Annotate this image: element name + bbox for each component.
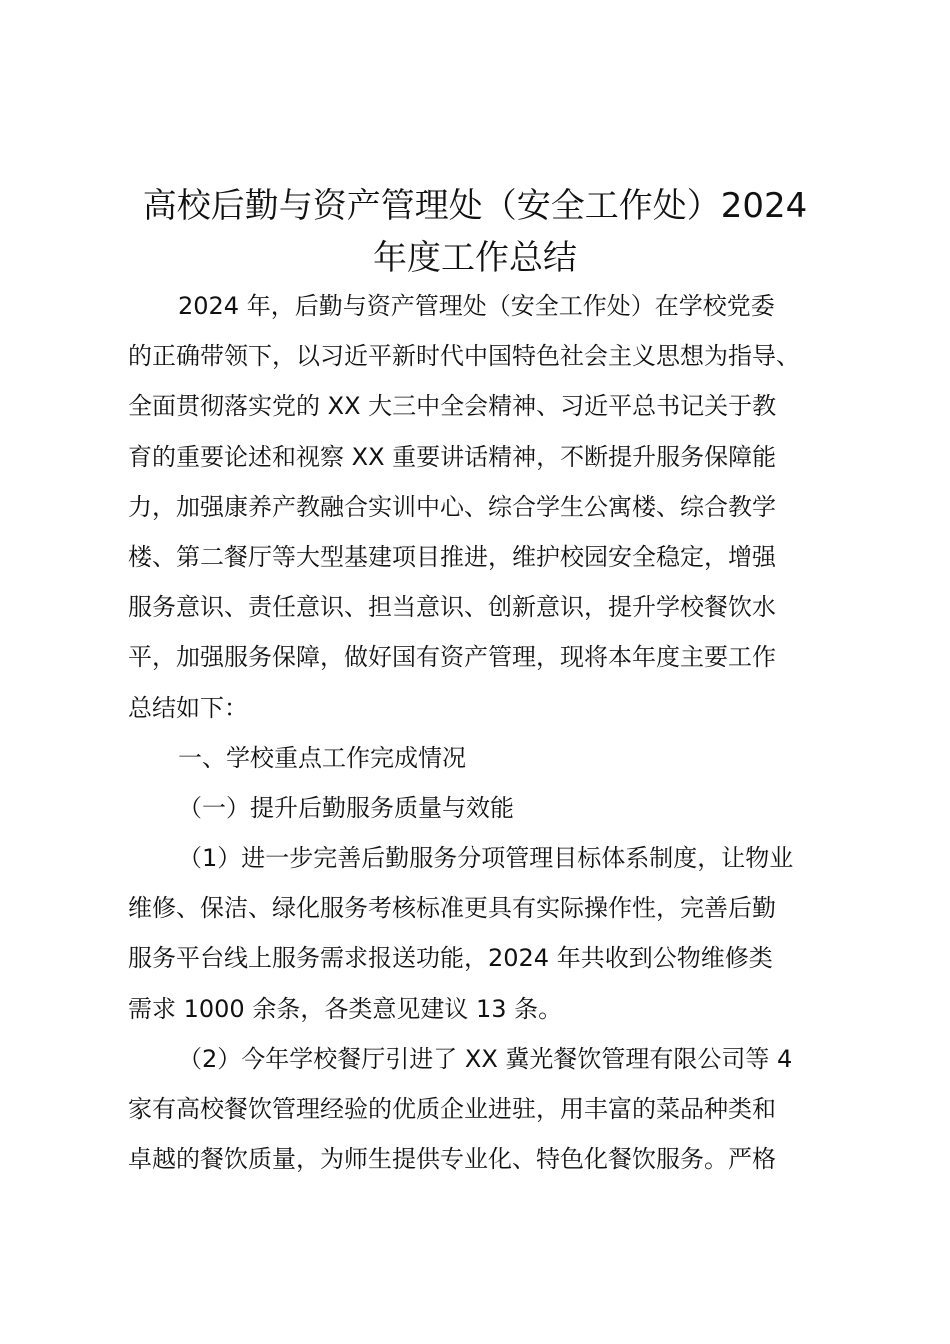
paragraph-line: 卓越的餐饮质量，为师生提供专业化、特色化餐饮服务。严格 (128, 1145, 776, 1174)
subsection-heading: （一）提升后勤服务质量与效能 (178, 793, 514, 822)
paragraph-line: 力，加强康养产教融合实训中心、综合学生公寓楼、综合教学 (128, 492, 776, 521)
paragraph-line: 全面贯彻落实党的 XX 大三中全会精神、习近平总书记关于教 (128, 392, 777, 421)
paragraph-line: 服务平台线上服务需求报送功能，2024 年共收到公物维修类 (128, 944, 773, 973)
paragraph-line: 维修、保洁、绿化服务考核标准更具有实际操作性，完善后勤 (128, 894, 776, 923)
paragraph-line: 总结如下： (128, 693, 248, 722)
document-body (128, 281, 840, 1184)
paragraph-line: 平，加强服务保障，做好国有资产管理，现将本年度主要工作 (128, 643, 776, 672)
paragraph-line: 楼、第二餐厅等大型基建项目推进，维护校园安全稳定，增强 (128, 542, 776, 571)
paragraph-line: 育的重要论述和视察 XX 重要讲话精神，不断提升服务保障能 (128, 442, 777, 471)
paragraph-line: （1）进一步完善后勤服务分项管理目标体系制度，让物业 (178, 844, 794, 873)
title-line-2: 年度工作总结 (373, 238, 577, 278)
section-heading: 一、学校重点工作完成情况 (178, 743, 466, 772)
paragraph-line: 2024 年，后勤与资产管理处（安全工作处）在学校党委 (178, 292, 775, 320)
paragraph-line: 家有高校餐饮管理经验的优质企业进驻，用丰富的菜品种类和 (128, 1095, 776, 1123)
paragraph-line: 的正确带领下，以习近平新时代中国特色社会主义思想为指导、 (128, 342, 800, 371)
paragraph-line: 服务意识、责任意识、担当意识、创新意识，提升学校餐饮水 (128, 593, 776, 622)
title-line-1: 高校后勤与资产管理处（安全工作处）2024 (142, 186, 808, 226)
paragraph-line: （2）今年学校餐厅引进了 XX 冀光餐饮管理有限公司等 4 (178, 1044, 793, 1073)
document-title (110, 180, 840, 284)
paragraph-line: 需求 1000 余条，各类意见建议 13 条。 (128, 994, 563, 1023)
